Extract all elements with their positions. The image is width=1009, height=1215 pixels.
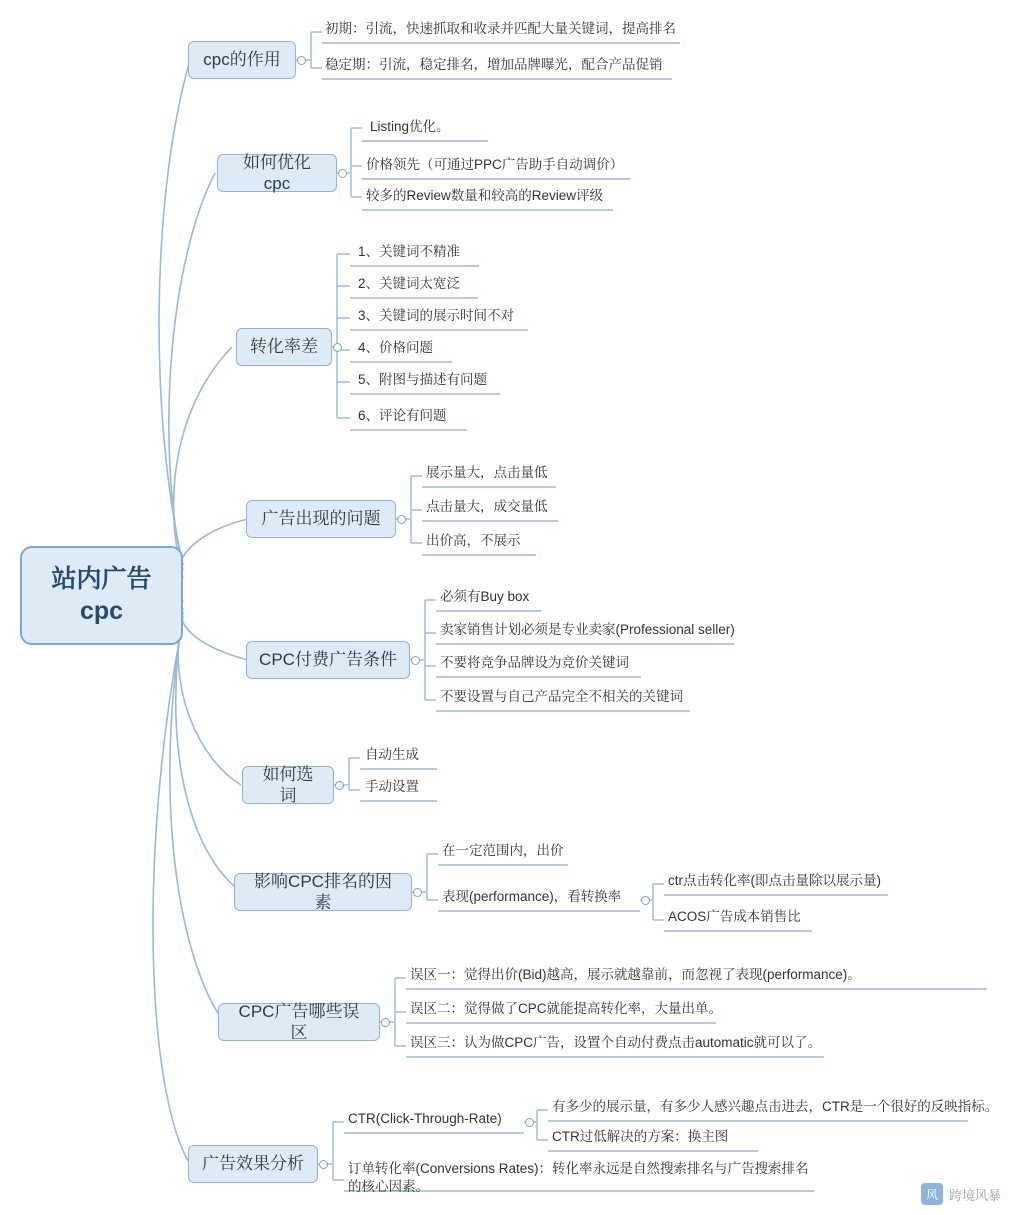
root-label-line1: 站内广告 [51,565,152,594]
branch-label: 如何选词 [262,764,314,805]
leaf-text: 有多少的展示量，有多少人感兴趣点击进去，CTR是一个很好的反映指标。 [552,1099,999,1114]
branch-node-keyword-selection[interactable] [242,766,334,804]
watermark [921,1183,1001,1205]
leaf-text: 出价高，不展示 [426,533,521,548]
root-label-line2: cpc [79,596,124,625]
collapse-dot[interactable] [397,515,406,524]
leaf-text: CTR(Click-Through-Rate) [348,1111,502,1126]
leaf-text: 展示量大，点击量低 [426,465,548,480]
branch-label: CPC广告哪些误区 [238,1001,360,1042]
branch-label: 广告效果分析 [202,1154,304,1174]
leaf-text: 卖家销售计划必须是专业卖家(Professional seller) [440,622,735,637]
leaf-text: CTR过低解决的方案：换主图 [552,1129,729,1144]
leaf-text: 价格领先（可通过PPC广告助手自动调价） [366,157,624,172]
collapse-dot[interactable] [319,1160,328,1169]
leaf-text: 不要设置与自己产品完全不相关的关键词 [440,689,683,704]
branch-label: 如何优化cpc [243,152,311,193]
leaf-text: 稳定期：引流，稳定排名，增加品牌曝光，配合产品促销 [325,57,663,72]
branch-label: 广告出现的问题 [261,509,381,529]
root-node[interactable] [20,546,183,645]
leaf-text: ctr点击转化率(即点击量除以展示量) [668,873,881,888]
branch-node-cpc-function[interactable] [188,41,296,79]
leaf-text: Listing优化。 [370,119,450,134]
leaf-text: 误区二：觉得做了CPC就能提高转化率，大量出单。 [410,1001,723,1016]
leaf-text: 2、关键词太宽泛 [358,276,461,291]
leaf-text: 6、评论有问题 [358,408,447,423]
branch-label: cpc的作用 [203,50,281,70]
collapse-dot[interactable] [411,656,420,665]
collapse-dot[interactable] [413,888,422,897]
collapse-dot[interactable] [381,1018,390,1027]
branch-node-ranking-factors[interactable] [234,873,412,911]
branch-node-low-conversion[interactable] [236,328,332,366]
leaf-text: 误区三：认为做CPC广告，设置个自动付费点击automatic就可以了。 [410,1035,822,1050]
branch-node-ad-problems[interactable] [246,500,396,538]
watermark-logo-icon: 风 [921,1183,943,1205]
collapse-dot[interactable] [333,343,342,352]
leaf-text: 1、关键词不精准 [358,244,461,259]
leaf-text: ACOS广告成本销售比 [668,909,801,924]
collapse-dot[interactable] [641,896,650,905]
leaf-text: 4、价格问题 [358,340,434,355]
branch-label: CPC付费广告条件 [259,650,397,670]
branch-node-cpc-conditions[interactable] [246,641,410,679]
branch-label: 转化率差 [250,337,318,357]
branch-label: 影响CPC排名的因素 [254,871,392,912]
collapse-dot[interactable] [297,56,306,65]
watermark-text: 跨境风暴 [948,1187,1001,1203]
branch-node-optimize-cpc[interactable] [217,154,337,192]
leaf-text: 初期：引流，快速抓取和收录并匹配大量关键词，提高排名 [325,21,676,36]
leaf-text: 自动生成 [365,747,419,762]
collapse-dot[interactable] [525,1118,534,1127]
leaf-text: 点击量大，成交量低 [426,499,548,514]
collapse-dot[interactable] [338,169,347,178]
leaf-text: 手动设置 [365,779,419,794]
leaf-text: 表现(performance)，看转换率 [442,889,622,904]
branch-node-ad-effect-analysis[interactable] [188,1145,318,1183]
leaf-text: 5、附图与描述有问题 [358,372,488,387]
branch-node-cpc-myths[interactable] [218,1003,380,1041]
leaf-text: 误区一：觉得出价(Bid)越高，展示就越靠前，而忽视了表现(performance)。 [410,967,861,982]
leaf-text: 在一定范围内，出价 [442,843,564,858]
leaf-text: 订单转化率(Conversions Rates)：转化率永远是自然搜索排名与广告搜索排名的核心因素。 [348,1161,809,1195]
leaf-text: 较多的Review数量和较高的Review评级 [366,188,604,203]
collapse-dot[interactable] [335,781,344,790]
leaf-text: 不要将竞争品牌设为竞价关键词 [440,655,629,670]
leaf-text: 必须有Buy box [440,589,530,604]
leaf-text: 3、关键词的展示时间不对 [358,308,515,323]
